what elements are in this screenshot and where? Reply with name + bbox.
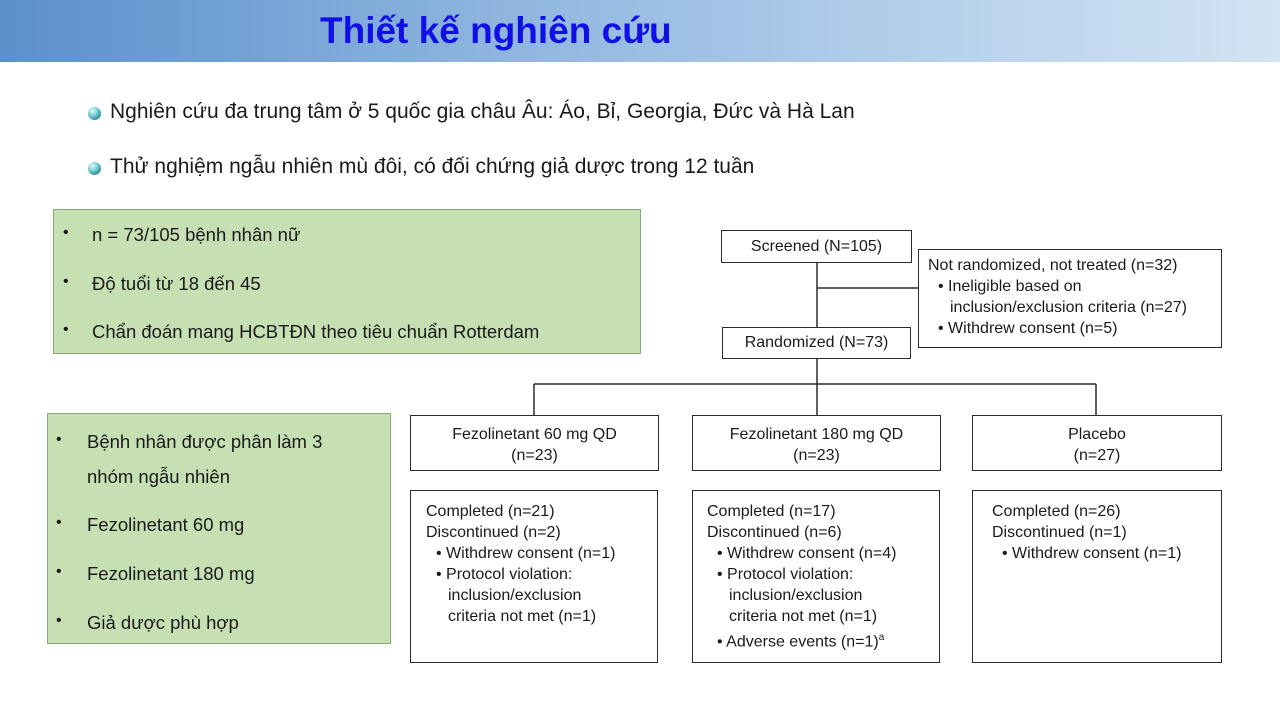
group-item-text: Bệnh nhân được phân làm 3 [87,431,323,452]
arm-name: Fezolinetant 180 mg QD [729,426,904,443]
discontinued-reason: criteria not met (n=1) [729,608,878,625]
discontinued-label: Discontinued (n=6) [707,524,842,541]
bullet-dot: • [63,321,69,338]
bullet-dot: • [56,431,62,448]
group-item: Fezolinetant 180 mg [87,563,255,584]
not-randomized-title: Not randomized, not treated (n=32) [928,257,1178,274]
discontinued-reason: • Withdrew consent (n=1) [1002,545,1182,562]
not-randomized-line: inclusion/exclusion criteria (n=27) [950,299,1187,316]
bullet-dot: • [63,224,69,241]
not-randomized-line: • Withdrew consent (n=5) [938,320,1118,337]
discontinued-label: Discontinued (n=2) [426,524,561,541]
arm-n: (n=23) [793,447,840,464]
page-title: Thiết kế nghiên cứu [320,10,672,51]
arm-180mg-box [692,415,941,471]
discontinued-reason [707,627,939,652]
group-item: Giả dược phù hợp [87,612,239,633]
screened-label: Screened (N=105) [750,238,883,255]
discontinued-reason: inclusion/exclusion [448,587,582,604]
arm-name: Placebo [1068,426,1126,443]
arm-60mg-box [410,415,659,471]
discontinued-reason: criteria not met (n=1) [448,608,597,625]
bullet-dot: • [56,563,62,580]
footnote-marker: a [878,632,885,643]
group-item: Fezolinetant 60 mg [87,514,245,535]
bullet-text: Thử nghiệm ngẫu nhiên mù đôi, có đối chứng giả dược trong 12 tuần [110,155,755,178]
bullet-text: Nghiên cứu đa trung tâm ở 5 quốc gia châu Âu: Áo, Bỉ, Georgia, Đức và Hà Lan [110,100,855,123]
randomized-label: Randomized (N=73) [744,334,889,351]
completed-label: Completed (n=26) [992,503,1121,520]
criteria-item: Chẩn đoán mang HCBTĐN theo tiêu chuẩn Rotterdam [92,321,540,342]
arm-180mg-outcome-box [692,490,940,663]
discontinued-reason: inclusion/exclusion [729,587,863,604]
arm-n: (n=23) [511,447,558,464]
discontinued-label: Discontinued (n=1) [992,524,1127,541]
completed-label: Completed (n=21) [426,503,555,520]
bullet-dot: • [56,612,62,629]
discontinued-reason: • Withdrew consent (n=1) [436,545,616,562]
randomized-box [722,327,911,359]
adverse-events-text: • Adverse events (n=1) [717,633,879,651]
discontinued-reason: • Protocol violation: [717,566,854,583]
not-randomized-line: • Ineligible based on [938,278,1082,295]
not-randomized-box [918,249,1222,348]
screened-box [721,230,912,263]
bullet-dot: • [56,514,62,531]
discontinued-reason: • Withdrew consent (n=4) [717,545,897,562]
discontinued-reason: • Protocol violation: [436,566,573,583]
criteria-item: n = 73/105 bệnh nhân nữ [92,224,301,245]
arm-name: Fezolinetant 60 mg QD [452,426,617,443]
arm-placebo-box [972,415,1222,471]
group-item: nhóm ngẫu nhiên [87,466,230,487]
arm-60mg-outcome-box [410,490,658,663]
bullet-dot: • [63,273,69,290]
completed-label: Completed (n=17) [707,503,836,520]
criteria-item: Độ tuổi từ 18 đến 45 [92,273,261,294]
arm-n: (n=27) [1073,447,1121,464]
arm-placebo-outcome-box [972,490,1222,663]
